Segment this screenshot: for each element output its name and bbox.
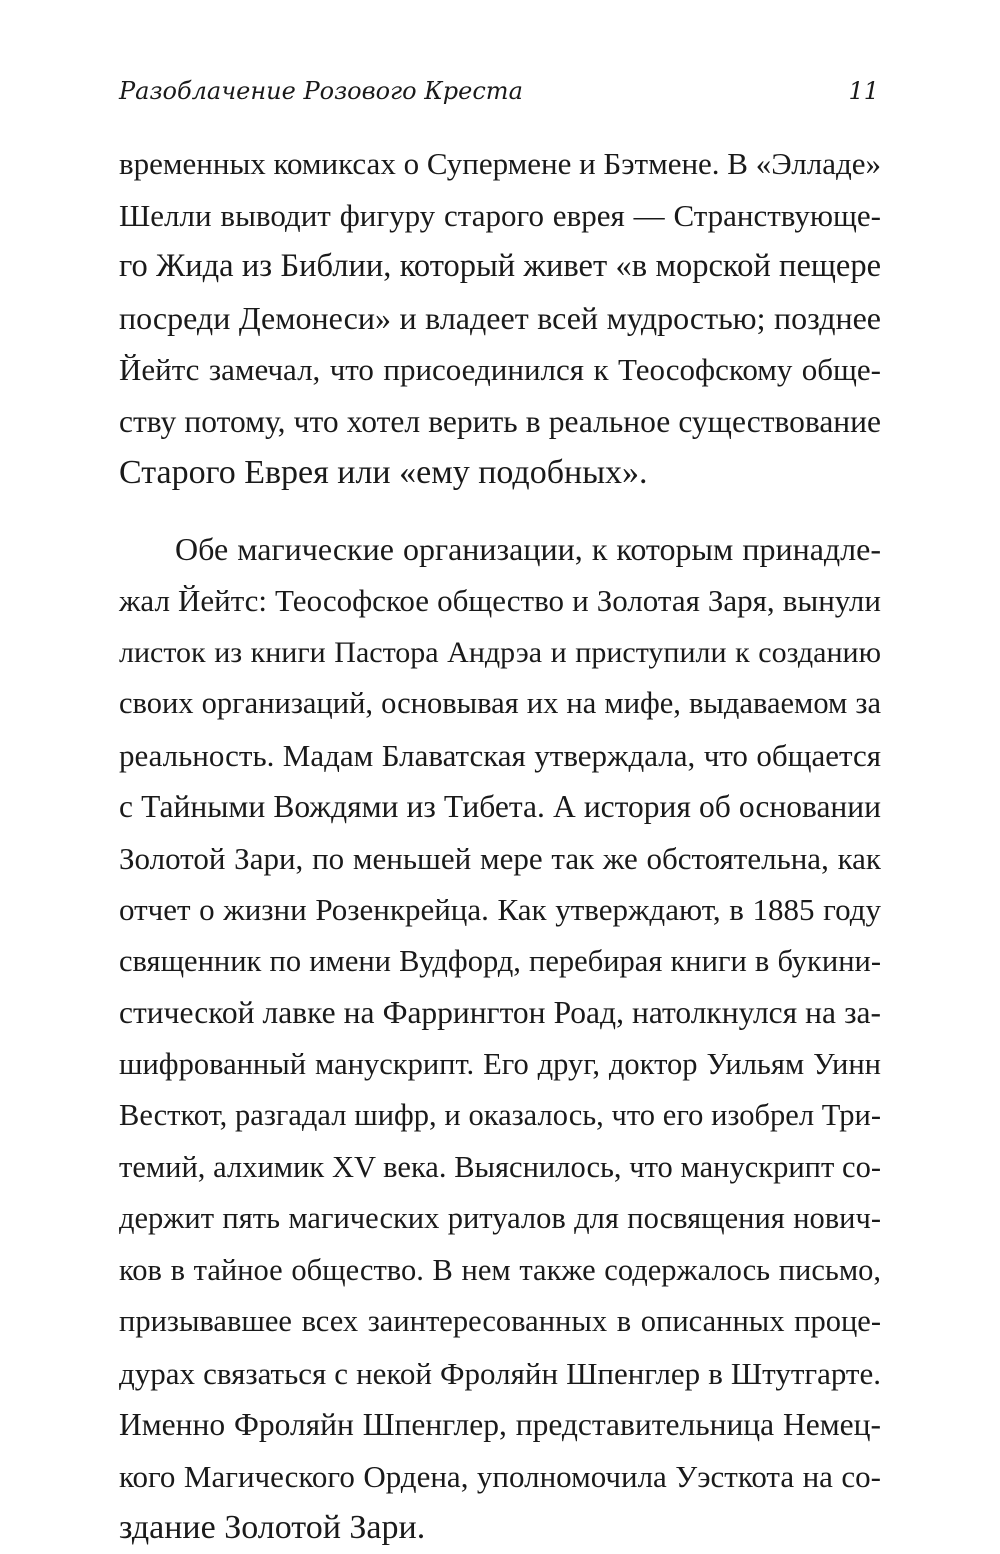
text-line: Золотой Зари, по меньшей мере так же обстоятельна, как xyxy=(119,840,881,876)
text-line: листок из книги Пастора Андрэа и приступили к созданию xyxy=(119,635,881,669)
text-line: темий, алхимик XV века. Выяснилось, что манускрипт со- xyxy=(119,1149,881,1184)
running-header xyxy=(119,73,879,109)
text-line: держит пять магических ритуалов для посвящения нович- xyxy=(119,1201,881,1235)
text-line: реальность. Мадам Блаватская утверждала, что общается xyxy=(119,737,881,773)
text-line: Старого Еврея или «ему подобных». xyxy=(119,454,648,491)
text-line: Шелли выводит фигуру старого еврея — Странствующе- xyxy=(119,197,881,233)
text-line: отчет о жизни Розенкрейца. Как утверждают, в 1885 году xyxy=(119,892,881,927)
paragraph-gap xyxy=(119,499,881,524)
text-line: дурах связаться с некой Фроляйн Шпенглер в Штутгарте. xyxy=(119,1355,881,1391)
text-line: своих организаций, основывая их на мифе, выдаваемом за xyxy=(119,686,881,720)
text-line: с Тайными Вождями из Тибета. А история об основании xyxy=(119,789,881,824)
text-line: Йейтс замечал, что присоединился к Теософскому обще- xyxy=(119,352,881,387)
paragraph-2 xyxy=(119,524,881,1554)
text-line: шифрованный манускрипт. Его друг, доктор Уильям Уинн xyxy=(119,1046,881,1081)
running-title: Разоблачение Розового Креста xyxy=(119,77,523,105)
body-text xyxy=(119,138,881,1554)
text-line: Именно Фроляйн Шпенглер, представительница Немец- xyxy=(119,1407,881,1442)
text-line: жал Йейтс: Теософское общество и Золотая Заря, вынули xyxy=(119,583,881,618)
text-line: посреди Демонеси» и владеет всей мудростью; позднее xyxy=(119,299,881,336)
page-number: 11 xyxy=(848,77,879,105)
text-line: священник по имени Вудфорд, перебирая книги в букини- xyxy=(119,943,881,978)
text-line: временных комиксах о Супермене и Бэтмене. В «Элладе» xyxy=(119,146,882,181)
text-line: го Жида из Библии, который живет «в морской пещере xyxy=(119,248,881,284)
paragraph-1 xyxy=(119,138,881,499)
text-line: Весткот, разгадал шифр, и оказалось, что его изобрел Три- xyxy=(119,1098,881,1132)
text-line: ству потому, что хотел верить в реальное существование xyxy=(119,403,881,439)
text-line: кого Магического Ордена, уполномочила Уэсткота на со- xyxy=(119,1458,881,1494)
text-line: призывавшее всех заинтересованных в описанных проце- xyxy=(119,1304,881,1338)
text-line: стической лавке на Фаррингтон Роад, натолкнулся на за- xyxy=(119,995,881,1030)
text-line: здание Золотой Зари. xyxy=(119,1509,426,1546)
text-line: Обе магические организации, к которым принадле- xyxy=(175,530,881,567)
text-line: ков в тайное общество. В нем также содержалось письмо, xyxy=(119,1252,881,1287)
